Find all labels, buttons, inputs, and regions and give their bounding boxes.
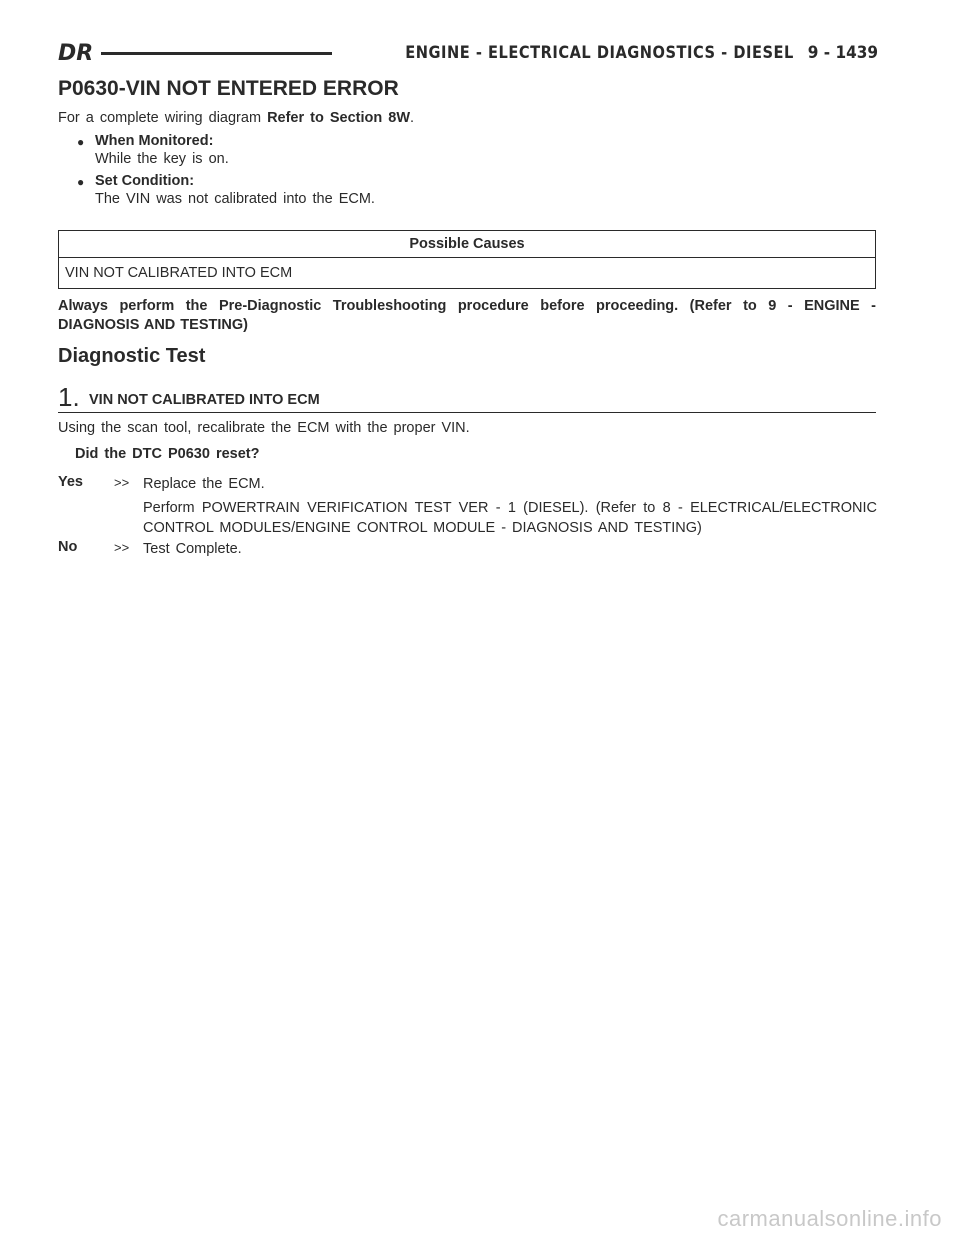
step-title: VIN NOT CALIBRATED INTO ECM (89, 392, 320, 408)
header-page-number: 9 - 1439 (807, 43, 878, 63)
bullet-icon: ● (77, 175, 85, 189)
header-section-title: ENGINE - ELECTRICAL DIAGNOSTICS - DIESEL (405, 43, 794, 63)
wiring-prefix: For a complete wiring diagram (58, 110, 262, 126)
pre-diagnostic-note: Always perform the Pre-Diagnostic Troubleshooting procedure before proceeding. (Refer to 9 - ENGINE - DIAGNOSIS AND TESTING) (58, 298, 876, 333)
answer-yes-extra: Perform POWERTRAIN VERIFICATION TEST VER - 1 (DIESEL). (Refer to 8 - ELECTRICAL/ELECTRONIC CONTROL MODULES/ENGINE CONTROL MODULE - DIAGNOSIS AND TESTING) (143, 500, 877, 536)
bullet-text-when-monitored: While the key is on. (95, 151, 229, 167)
wiring-reference (58, 110, 414, 126)
step-instruction: Using the scan tool, recalibrate the ECM with the proper VIN. (58, 420, 470, 436)
wiring-suffix: . (410, 110, 415, 126)
bullet-icon: ● (77, 135, 85, 149)
header-model: DR (58, 40, 94, 66)
step-divider (58, 412, 876, 413)
answer-yes-label: Yes (58, 474, 83, 490)
answer-yes-text: Replace the ECM. (143, 476, 265, 492)
step-number: 1. (58, 382, 80, 412)
cause-cell: VIN NOT CALIBRATED INTO ECM (59, 258, 876, 289)
watermark: carmanualsonline.info (717, 1206, 942, 1231)
wiring-link[interactable]: Refer to Section 8W (267, 110, 411, 126)
table-row (59, 258, 876, 289)
answer-no-text: Test Complete. (143, 541, 242, 557)
possible-causes-header: Possible Causes (59, 231, 876, 258)
answer-no-label: No (58, 539, 78, 555)
bullet-label-set-condition: Set Condition: (95, 173, 195, 189)
possible-causes-table (58, 230, 876, 289)
page-header (58, 36, 878, 70)
bullet-text-set-condition: The VIN was not calibrated into the ECM. (95, 191, 375, 207)
page-title: P0630-VIN NOT ENTERED ERROR (58, 77, 399, 100)
diagnostic-test-heading: Diagnostic Test (58, 345, 206, 367)
answer-yes-arrow-icon: >> (114, 475, 130, 490)
answer-no-arrow-icon: >> (114, 540, 130, 555)
table-header-row (59, 231, 876, 258)
step-question: Did the DTC P0630 reset? (75, 446, 260, 462)
bullet-label-when-monitored: When Monitored: (95, 133, 214, 149)
header-rule (101, 52, 332, 55)
